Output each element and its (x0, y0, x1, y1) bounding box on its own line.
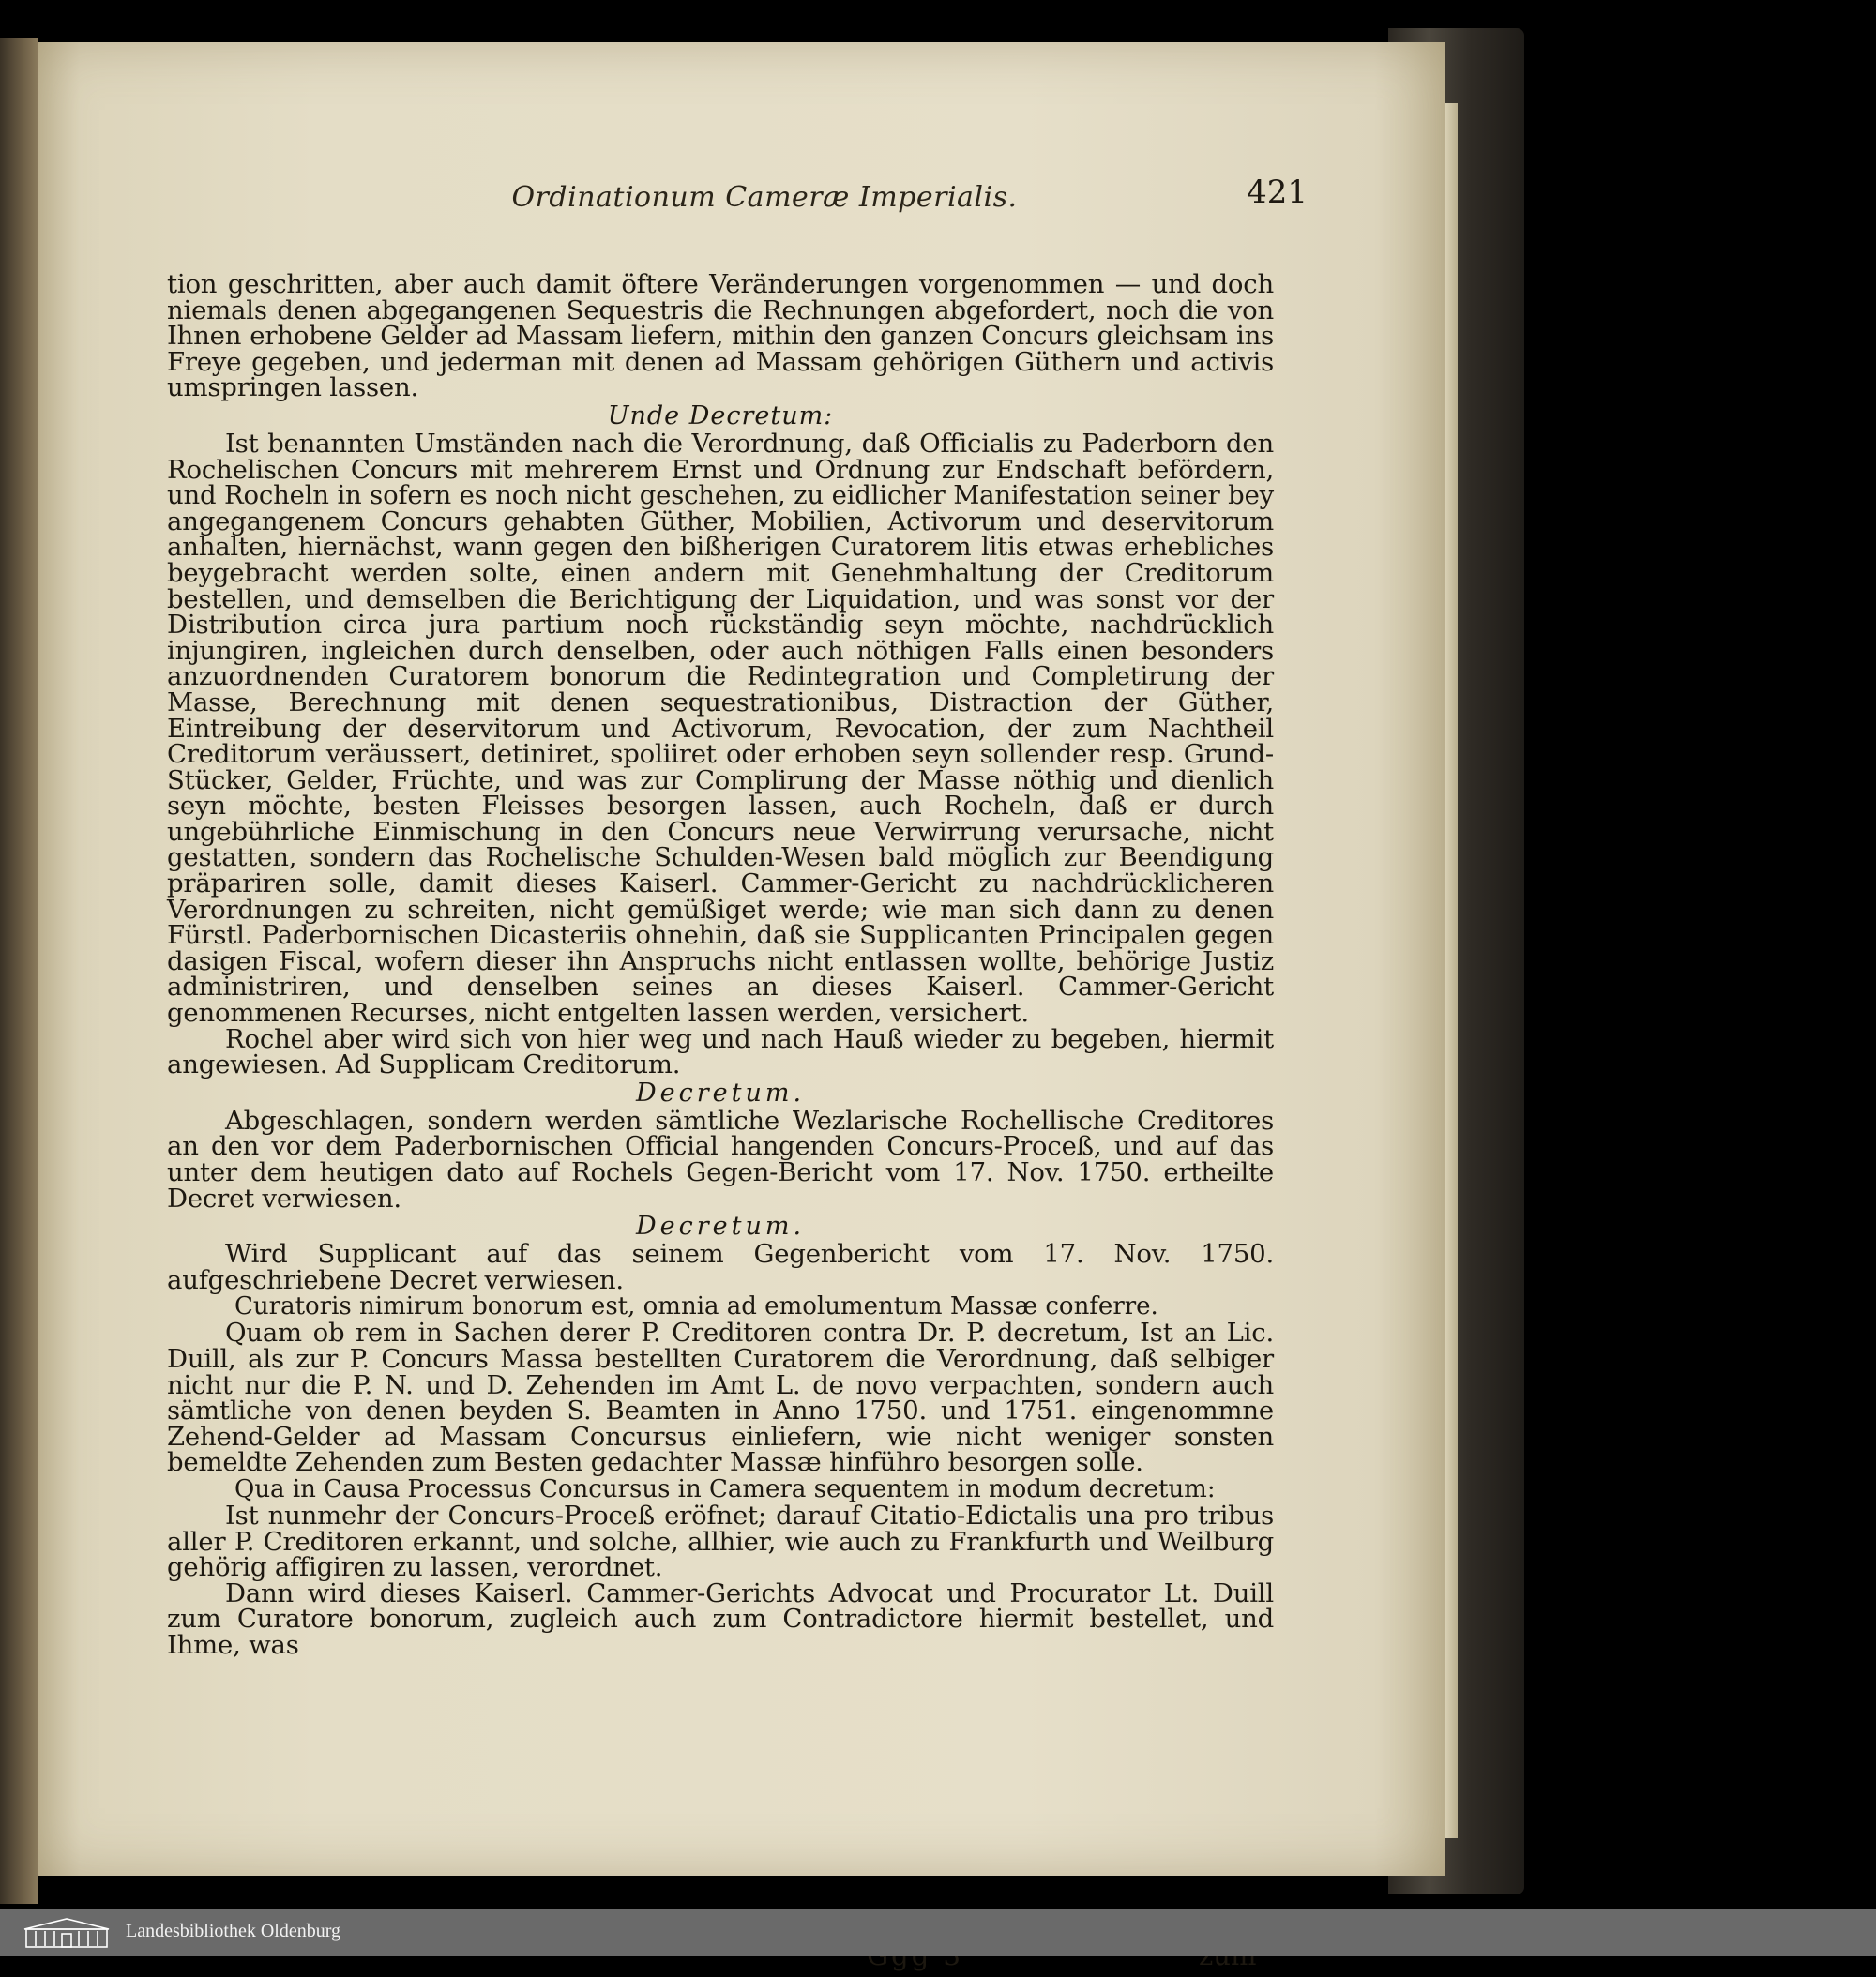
paragraph: Rochel aber wird sich von hier weg und nach Hauß wieder zu begeben, hiermit angewiesen. Ad Supplicam Creditorum. (167, 1023, 1274, 1080)
paragraph: Ist benannten Umständen nach die Verordnung, daß Officialis zu Paderborn den Rochelischen Concurs mit mehrerem Ernst und Ordnung zur Endschaft befördern, und Rocheln in sofern es noch nicht geschehen, zu eidlicher Manifestation seiner bey angegangenem Concurs gehabten Güther, Mobilien, Activorum und deservitorum anhalten, hiernächst, wann gegen den bißherigen Curatorem litis etwas erhebliches beygebracht werden solte, einen andern mit Genehmhaltung der Creditorum bestellen, und demselben die Berichtigung der Liquidation, und was sonst vor der Distribution circa jura partium noch rückständig seyn möchte, nachdrücklich injungiren, ingleichen durch denselben, oder auch nöthigen Falls einen besonders anzuordnenden Curatorem bonorum die Redintegration und Completirung der Masse, Berechnung mit denen sequestrationibus, Distraction der Güther, Eintreibung der deservitorum und Activorum, Revocation, der zum Nachtheil Creditorum veräussert, detiniret, spoliiret oder erhoben seyn sollender resp. Grund-Stücker, Gelder, Früchte, und was zur Complirung der Masse nöthig und dienlich seyn möchte, besten Fleisses besorgen lassen, auch Rocheln, daß er durch ungebührliche Einmischung in den Concurs neue Verwirrung verursache, nicht gestatten, sondern das Rochelische Schulden-Wesen bald möglich zur Beendigung präpariren solle, damit dieses Kaiserl. Cammer-Gericht zu nachdrücklicheren Verordnungen zu schreiten, nicht gemüßiget werde; wie man sich dann zu denen Fürstl. Paderbornischen Dicasteriis ohnehin, daß sie Supplicanten Principalen gegen dasigen Fiscal, wofern dieser ihn Anspruchs nicht entlassen wollte, behörige Justiz administriren, und denselben seines an dieses Kaiserl. Cammer-Gericht genommenen Recurses, nicht entgelten lassen werden, versichert. (167, 428, 1274, 1029)
latin-line: Qua in Causa Processus Concursus in Camera sequentem in modum decretum: (234, 1474, 1216, 1503)
paragraph: Quam ob rem in Sachen derer P. Creditoren contra Dr. P. decretum, Ist an Lic. Duill, als zur P. Concurs Massa bestellten Curatorem die Verordnung, daß selbiger nicht nur die P. N. und D. Zehenden im Amt L. de novo verpachten, sondern auch sämtliche von denen beyden S. Beamten in Anno 1750. und 1751. eingenommne Zehend-Gelder ad Massam Concursus einliefern, wie nicht weniger sonsten bemeldte Zehenden zum Besten gedachter Massæ hinführo besorgen solle. (167, 1318, 1274, 1478)
latin-line: Curatoris nimirum bonorum est, omnia ad emolumentum Massæ conferre. (234, 1292, 1158, 1321)
page-body (167, 269, 1274, 1660)
book-spine (0, 38, 38, 1904)
running-head: Ordinationum Cameræ Imperialis. (511, 181, 1018, 214)
section-heading: Decretum. (635, 1078, 806, 1108)
paragraph: Dann wird dieses Kaiserl. Cammer-Gerichts Advocat und Procurator Lt. Duill zum Curatore bonorum, zugleich auch zum Contradictore hiermit bestellet, und Ihme, was (167, 1577, 1274, 1660)
page-number: 421 (1247, 174, 1308, 211)
library-building-logo-icon[interactable] (21, 1916, 113, 1950)
paragraph: Abgeschlagen, sondern werden sämtliche Wezlarische Rochellische Creditores an den vor dem Paderbornischen Official hangenden Concurs-Proceß, und auf das unter dem heutigen dato auf Rochels Gegen-Bericht vom 17. Nov. 1750. ertheilte Decret verwiesen. (167, 1105, 1274, 1214)
section-heading: Unde Decretum: (607, 400, 834, 430)
library-name[interactable]: Landesbibliothek Oldenburg (126, 1921, 341, 1941)
paragraph: Ist nunmehr der Concurs-Proceß eröfnet; darauf Citatio-Edictalis una pro tribus aller P. Creditoren erkannt, und solche, allhier, wie auch zu Frankfurth und Weilburg gehörig affigiren zu lassen, verordnet. (167, 1500, 1274, 1583)
library-footer-bar (0, 1909, 1876, 1956)
section-heading: Decretum. (635, 1212, 806, 1242)
paragraph: tion geschritten, aber auch damit öftere Veränderungen vorgenommen — und doch niemals denen abgegangenen Sequestris die Rechnungen abgefordert, noch die von Ihnen erhobene Gelder ad Massam liefern, mithin den ganzen Concurs gleichsam ins Freye gegeben, und jederman mit denen ad Massam gehörigen Güthern und activis umspringen lassen. (167, 269, 1274, 403)
text-blocks (167, 269, 1274, 1660)
paragraph: Wird Supplicant auf das seinem Gegenbericht vom 17. Nov. 1750. aufgeschriebene Decret verwiesen. (167, 1239, 1274, 1295)
book-page (38, 42, 1445, 1876)
